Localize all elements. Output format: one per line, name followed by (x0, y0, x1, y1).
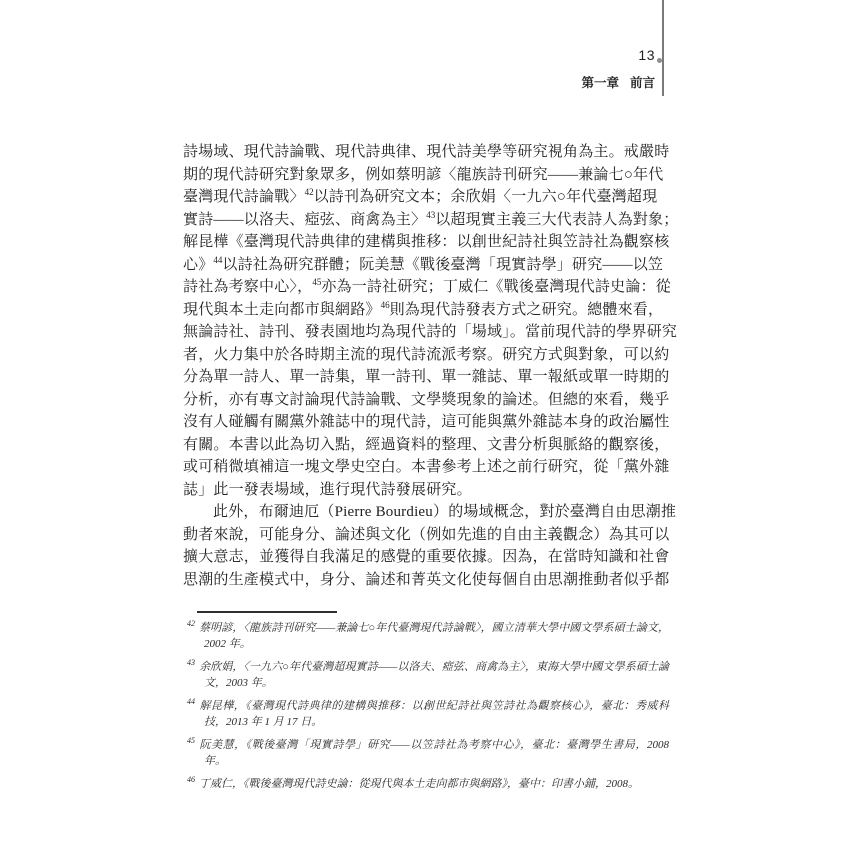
body-line: 此外，布爾迪厄（Pierre Bourdieu）的場域概念，對於臺灣自由思潮推 (213, 504, 677, 520)
body-line: 誌」此一發表場域，進行現代詩發展研究。 (183, 481, 472, 498)
footnote-ref: 44 (213, 254, 223, 265)
footnote (187, 776, 669, 792)
body-line: 詩社為考察中心〉，$^{45}$亦為一詩社研究；丁威仁《戰後臺灣現代詩史論：從 (183, 277, 671, 295)
running-head (581, 73, 655, 91)
footnotes (187, 620, 669, 799)
body-line: 解昆樺《臺灣現代詩典律的建構與推移：以創世紀詩社與笠詩社為觀察核 (183, 234, 670, 250)
footnote-text: 阮美慧，《戰後臺灣「現實詩學」研究——以笠詩社為考察中心》，臺北：臺灣學生書局，2008 年。 (199, 739, 669, 767)
body-line: 者，火力集中於各時期主流的現代詩流派考察。研究方式與對象，可以約 (183, 346, 670, 363)
footnote (187, 698, 669, 730)
footnote-ref: 42 (304, 187, 314, 197)
body-line: 擴大意志，並獲得自我滿足的感覺的重要依據。因為，在當時知識和社會 (183, 549, 670, 565)
body-line: 分為單一詩人、單一詩集，單一詩刊、單一雜誌、單一報紙或單一時期的 (183, 369, 670, 385)
body-line: 現代與本土走向都市與網路》$^{46}$則為現代詩發表方式之研究。總體來看， (183, 299, 664, 318)
body-line: 或可稍微填補這一塊文學史空白。本書參考上述之前行研究，從「黨外雜 (183, 459, 670, 475)
footnote-ref: 45 (312, 277, 322, 287)
footnote-text: 余欣娟，〈一九六○年代臺灣超現實詩——以洛夫、瘂弦、商禽為主〉，東海大學中國文學系碩士論文，2003 年。 (199, 661, 669, 689)
footnote-separator (197, 611, 337, 613)
chapter-title: 前言 (629, 76, 655, 90)
body-line: 動者來說，可能身分、論述與文化（例如先進的自由主義觀念）為其可以 (183, 526, 670, 543)
header-rule (662, 0, 664, 96)
chapter-label: 第一章 (581, 76, 619, 90)
page-number: 13 (638, 47, 655, 63)
body-text (183, 141, 679, 591)
body-line: 期的現代詩研究對象眾多，例如蔡明諺〈龍族詩刊研究——兼論七○年代 (183, 166, 664, 183)
body-line: 分析，亦有專文討論現代詩論戰、文學獎現象的論述。但總的來看，幾乎 (183, 391, 670, 408)
body-line: 臺灣現代詩論戰〉$^{42}$以詩刊為研究文本；余欣娟〈一九六○年代臺灣超現 (183, 187, 658, 205)
footnote-ref: 46 (380, 299, 390, 310)
body-line: 實詩——以洛夫、瘂弦、商禽為主〉$^{43}$以超現實主義三大代表詩人為對象； (183, 209, 679, 228)
body-line: 沒有人碰觸有關黨外雜誌中的現代詩，這可能與黨外雜誌本身的政治屬性 (183, 414, 670, 430)
footnote-number: 44 (187, 697, 195, 707)
footnote (187, 659, 669, 691)
footnote-number: 43 (187, 658, 195, 668)
body-line: 心》$^{44}$以詩社為研究群體；阮美慧《戰後臺灣「現實詩學」研究——以笠 (183, 254, 664, 273)
header-rule-dot (657, 58, 662, 63)
footnote-number: 42 (187, 619, 195, 629)
footnote-ref: 43 (426, 209, 436, 220)
footnote (187, 620, 669, 652)
footnote-number: 46 (187, 775, 195, 785)
footnote-text: 解昆樺，《臺灣現代詩典律的建構與推移：以創世紀詩社與笠詩社為觀察核心》，臺北：秀威科技，2013 年 1 月 17 日。 (199, 700, 669, 728)
footnote-number: 45 (187, 736, 195, 746)
body-line: 無論詩社、詩刊、發表園地均為現代詩的「場域」。當前現代詩的學界研究 (183, 324, 678, 340)
footnote-text: 蔡明諺，〈龍族詩刊研究——兼論七○年代臺灣現代詩論戰〉，國立清華大學中國文學系碩士論文，2002 年。 (199, 622, 669, 650)
footnote-text: 丁威仁，《戰後臺灣現代詩史論：從現代與本土走向都市與網路》，臺中：印書小鋪，2008。 (199, 778, 639, 790)
footnote (187, 737, 669, 769)
body-line: 思潮的生產模式中，身分、論述和菁英文化使每個自由思潮推動者似乎都 (183, 571, 670, 588)
body-line: 有關。本書以此為切入點，經過資料的整理、文書分析與脈絡的觀察後， (183, 436, 670, 453)
body-line: 詩場域、現代詩論戰、現代詩典律、現代詩美學等研究視角為主。戒嚴時 (183, 144, 670, 160)
